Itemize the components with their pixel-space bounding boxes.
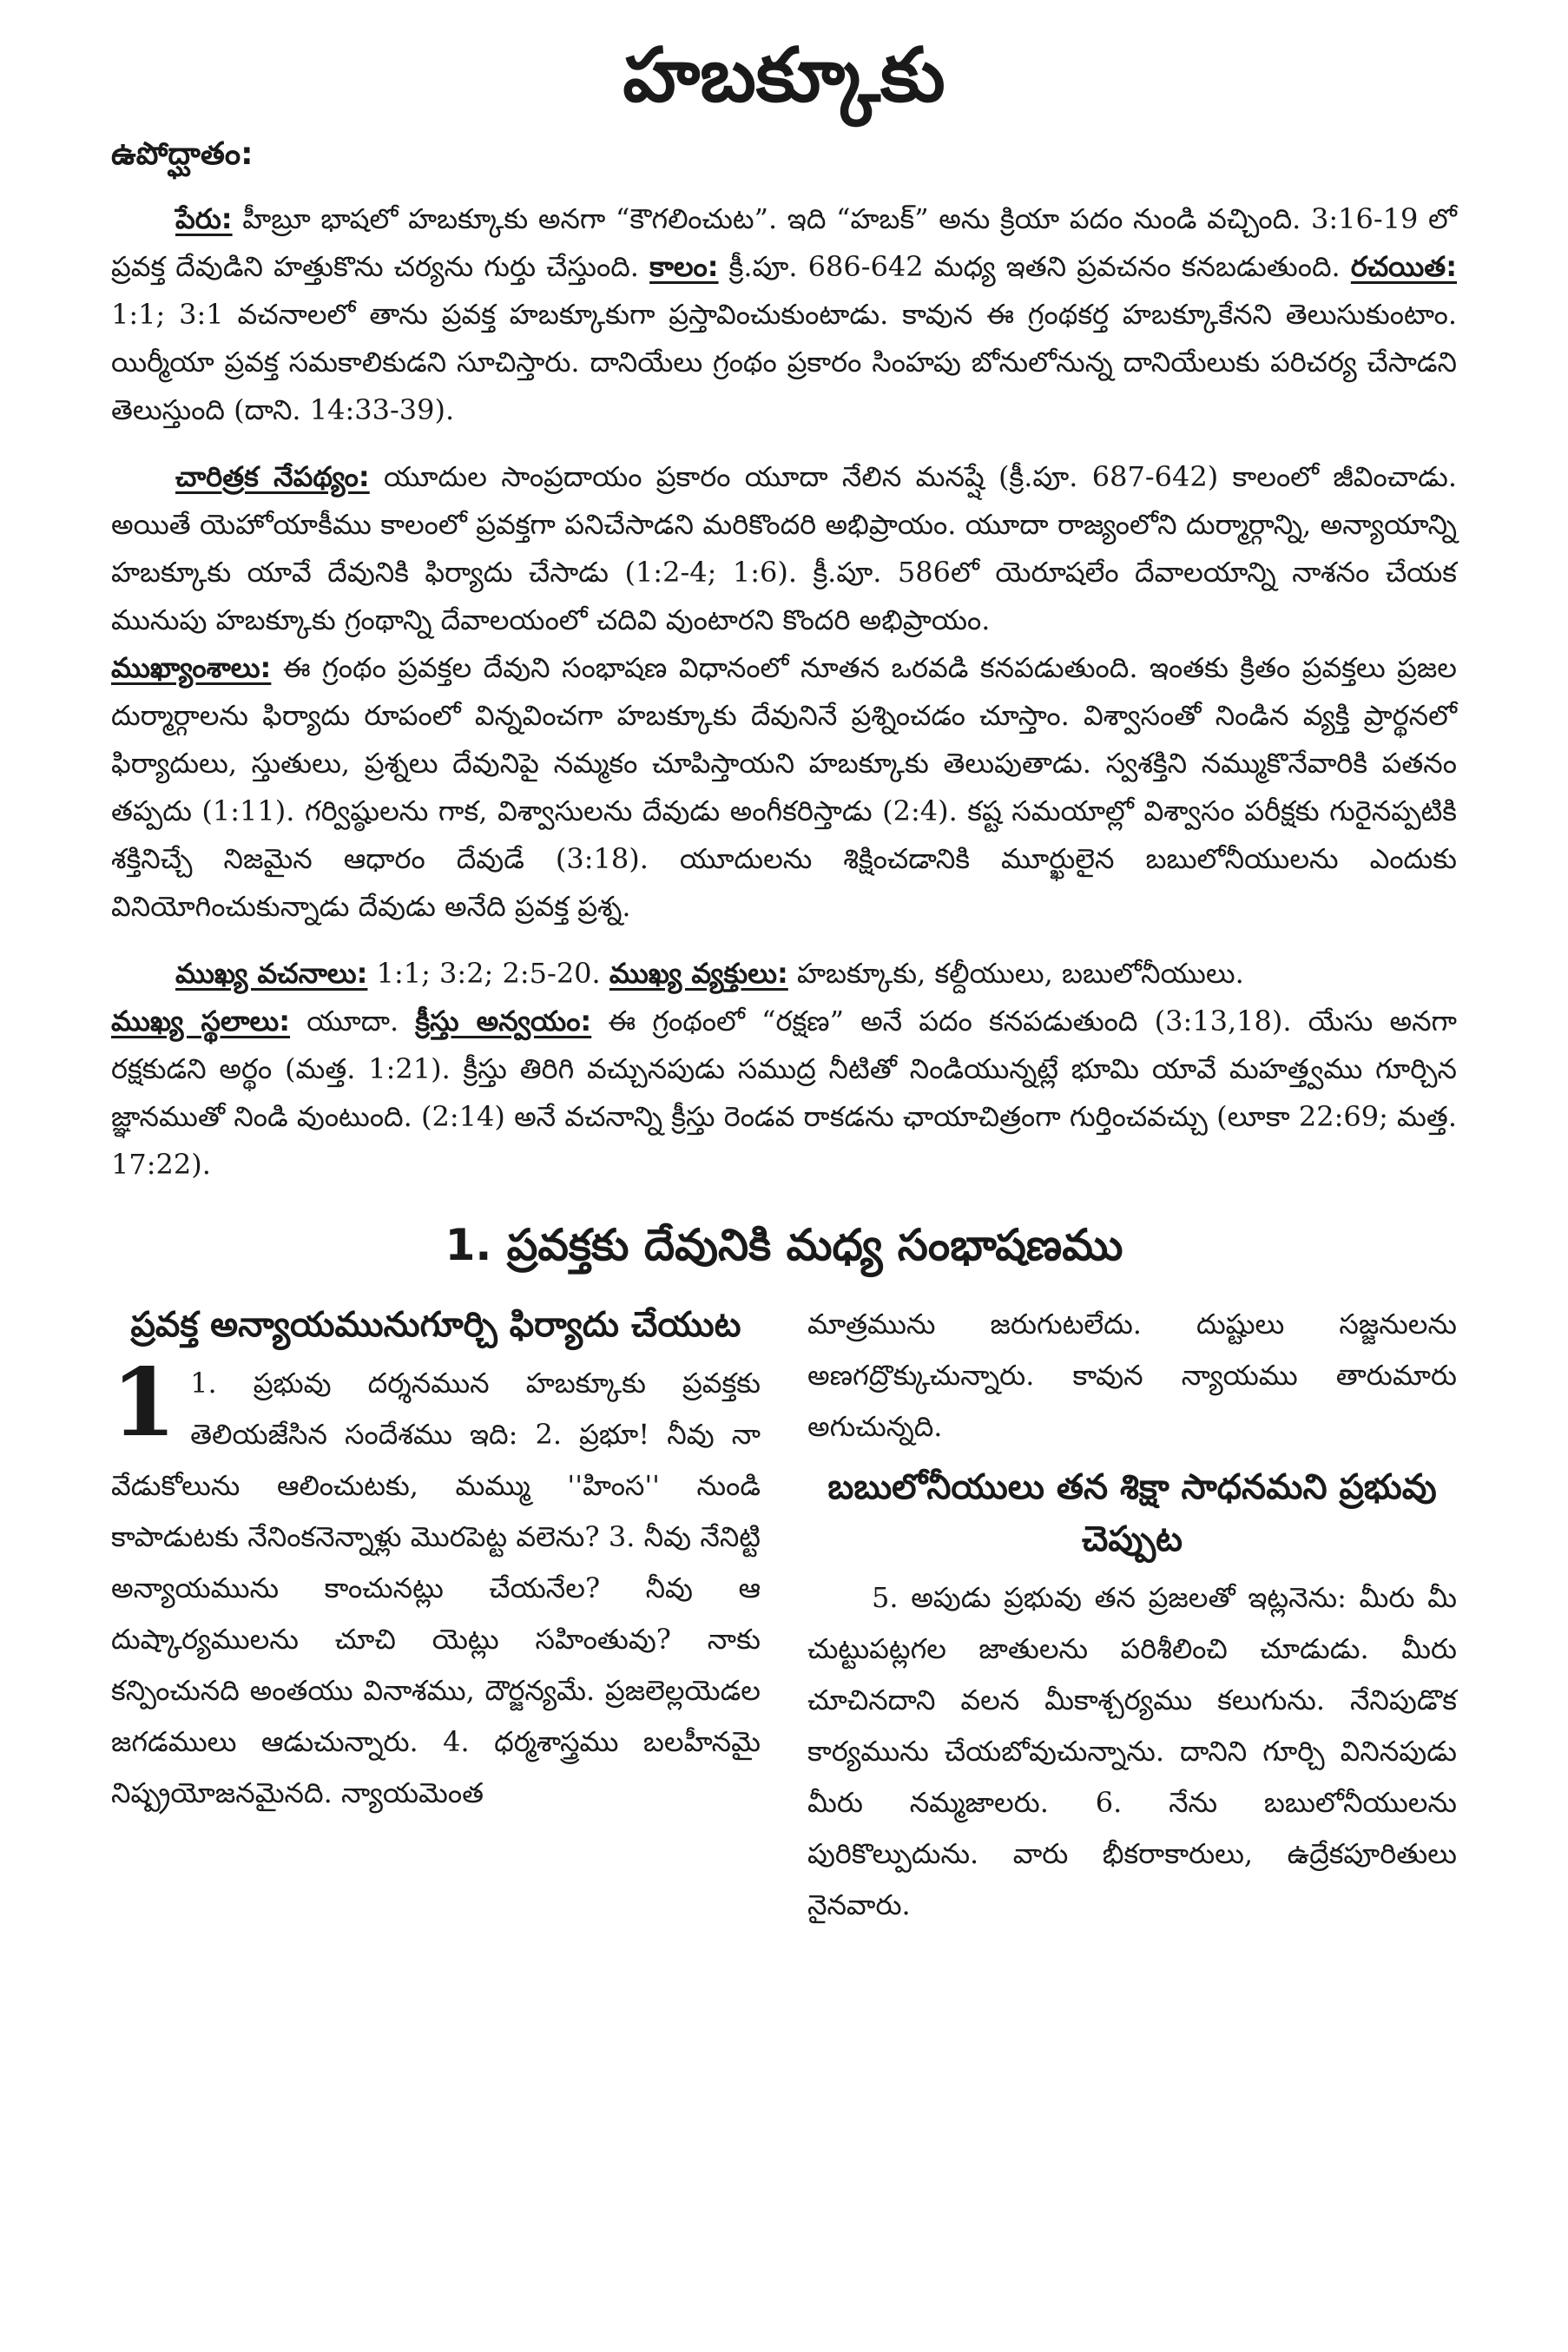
label-themes: ముఖ్యాంశాలు: [111,650,272,684]
intro-paragraph-history [111,453,1457,644]
left-section-heading: ప్రవక్త అన్యాయమునుగూర్చి ఫిర్యాదు చేయుట [130,1304,741,1345]
left-column [111,1299,761,1940]
label-time: కాలం: [649,249,719,283]
key-places-text: యూదా. [290,1004,416,1038]
label-author: రచయిత: [1350,249,1457,283]
chapter-number-dropcap: 1 [111,1347,177,1458]
chapter-title: 1. ప్రవక్తకు దేవునికి మధ్య సంభాషణము [445,1219,1123,1270]
two-column-text [111,1299,1457,1940]
verses-5-6: 5. అపుడు ప్రభువు తన ప్రజలతో ఇట్లనెను: మీరు మీ చుట్టుపట్లగల జాతులను పరిశీలించి చూడుడు. మీరు చూచినదాని వలన మీకాశ్చర్యము కలుగును. నేనిపుడొక కార్యమును చేయబోవుచున్నాను. దానిని గూర్చి వినినపుడు మీరు నమ్మజాలరు. 6. నేను బబులోనీయులను పురికొల్పుదును. వారు భీకరాకారులు, ఉద్రేకపూరితులు నైనవారు. [807,1580,1457,1921]
left-section-text [111,1347,761,1819]
label-key-verses: ముఖ్య వచనాలు: [175,956,368,990]
intro-heading: ఉపోద్ఘాతం: [111,135,254,172]
intro-paragraph-name [111,195,1457,434]
label-key-persons: ముఖ్య వ్యక్తులు: [609,956,788,990]
label-name: పేరు: [175,201,233,235]
intro-paragraph-verses [111,950,1457,998]
label-history: చారిత్రక నేపథ్యం: [175,459,370,493]
label-christ: క్రీస్తు అన్వయం: [415,1004,592,1038]
key-persons-text: హబక్కూకు, కల్దీయులు, బబులోనీయులు. [787,956,1244,990]
label-key-places: ముఖ్య స్థలాలు: [111,1004,291,1038]
verses-1-4: 1. ప్రభువు దర్శనమున హబక్కూకు ప్రవక్తకు తెలియజేసిన సందేశము ఇది: 2. ప్రభూ! నీవు నా వేడుకోలును ఆలించుటకు, మమ్ము ''హింస'' నుండి కాపాడుటకు నేనింకనెన్నాళ్లు మొరపెట్ట వలెను? 3. నీవు నేనిట్టి అన్యాయమును కాంచునట్లు చేయనేల? నీవు ఆ దుష్కార్యములను చూచి యెట్లు సహింతువు? నాకు కన్పించునది అంతయు వినాశము, దౌర్జన్యమే. ప్రజలెల్లయెడల జగడములు ఆడుచున్నారు. 4. ధర్మశాస్త్రము బలహీనమై నిష్ప్రయోజనమైనది. న్యాయమెంత [111,1366,761,1809]
continued-verse-4: మాత్రమును జరుగుటలేదు. దుష్టులు సజ్జనులను అణగద్రొక్కుచున్నారు. కావున న్యాయము తారుమారు అగుచున్నది. [807,1307,1457,1443]
page [111,32,1458,1940]
right-column [807,1299,1457,1940]
right-section-heading: బబులోనీయులు తన శిక్షా సాధనమని ప్రభువు చెప్పుట [827,1466,1437,1559]
intro-paragraph-places [111,998,1457,1189]
christ-text: ఈ గ్రంథంలో “రక్షణ” అనే పదం కనపడుతుంది (3:13,18). యేసు అనగా రక్షకుడని అర్థం (మత్త. 1:21). క్రీస్తు తిరిగి వచ్చునపుడు సముద్ర నీటితో నిండియున్నట్లే భూమి యావే మహత్త్వము గూర్చిన జ్ఞానముతో నిండి వుంటుంది. (2:14) అనే వచనాన్ని క్రీస్తు రెండవ రాకడను ఛాయాచిత్రంగా గుర్తించవచ్చు (లూకా 22:69; మత్త. 17:22). [111,1004,1458,1181]
themes-text: ఈ గ్రంథం ప్రవక్తల దేవుని సంభాషణ విధానంలో నూతన ఒరవడి కనపడుతుంది. ఇంతకు క్రితం ప్రవక్తలు ప్రజల దుర్మార్గాలను ఫిర్యాదు రూపంలో విన్నవించగా హబక్కూకు దేవునినే ప్రశ్నించడం చూస్తాం. విశ్వాసంతో నిండిన వ్యక్తి ప్రార్థనలో ఫిర్యాదులు, స్తుతులు, ప్రశ్నలు దేవునిపై నమ్మకం చూపిస్తాయని హబక్కూకు తెలుపుతాడు. స్వశక్తిని నమ్ముకొనేవారికి పతనం తప్పదు (1:11). గర్విష్ఠులను గాక, విశ్వాసులను దేవుడు అంగీకరిస్తాడు (2:4). కష్ట సమయాల్లో విశ్వాసం పరీక్షకు గురైనప్పటికి శక్తినిచ్చే నిజమైన ఆధారం దేవుడే (3:18). యూదులను శిక్షించడానికి మూర్ఖులైన బబులోనీయులను ఎందుకు వినియోగించుకున్నాడు దేవుడు అనేది ప్రవక్త ప్రశ్న. [111,650,1457,923]
history-text: యూదుల సాంప్రదాయం ప్రకారం యూదా నేలిన మనష్షే (క్రీ.పూ. 687-642) కాలంలో జీవించాడు. అయితే యెహోయాకీము కాలంలో ప్రవక్తగా పనిచేసాడని మరికొందరి అభిప్రాయం. యూదా రాజ్యంలోని దుర్మార్గాన్ని, అన్యాయాన్ని హబక్కూకు యావే దేవునికి ఫిర్యాదు చేసాడు (1:2-4; 1:6). క్రీ.పూ. 586లో యెరూషలేం దేవాలయాన్ని నాశనం చేయక మునుపు హబక్కూకు గ్రంథాన్ని దేవాలయంలో చదివి వుంటారని కొందరి అభిప్రాయం. [111,459,1457,636]
author-text: 1:1; 3:1 వచనాలలో తాను ప్రవక్త హబక్కూకుగా ప్రస్తావించుకుంటాడు. కావున ఈ గ్రంథకర్త హబక్కూకేనని తెలుసుకుంటాం. యిర్మీయా ప్రవక్త సమకాలికుడని సూచిస్తారు. దానియేలు గ్రంథం ప్రకారం సింహపు బోనులోనున్న దానియేలుకు పరిచర్య చేసాడని తెలుస్తుంది (దాని. 14:33-39). [111,297,1457,426]
book-title: హబక్కూకు [623,32,945,119]
intro-paragraph-themes [111,644,1457,931]
time-text: క్రీ.పూ. 686-642 మధ్య ఇతని ప్రవచనం కనబడుతుంది. [718,249,1351,283]
name-text: హీబ్రూ భాషలో హబక్కూకు అనగా “కౌగలించుట”. ఇది “హబక్” అను క్రియా పదం నుండి వచ్చింది. 3:16-19 లో ప్రవక్త దేవుడిని హత్తుకొను చర్యను గుర్తు చేస్తుంది. [111,201,1457,283]
key-verses-text: 1:1; 3:2; 2:5-20. [367,956,609,990]
